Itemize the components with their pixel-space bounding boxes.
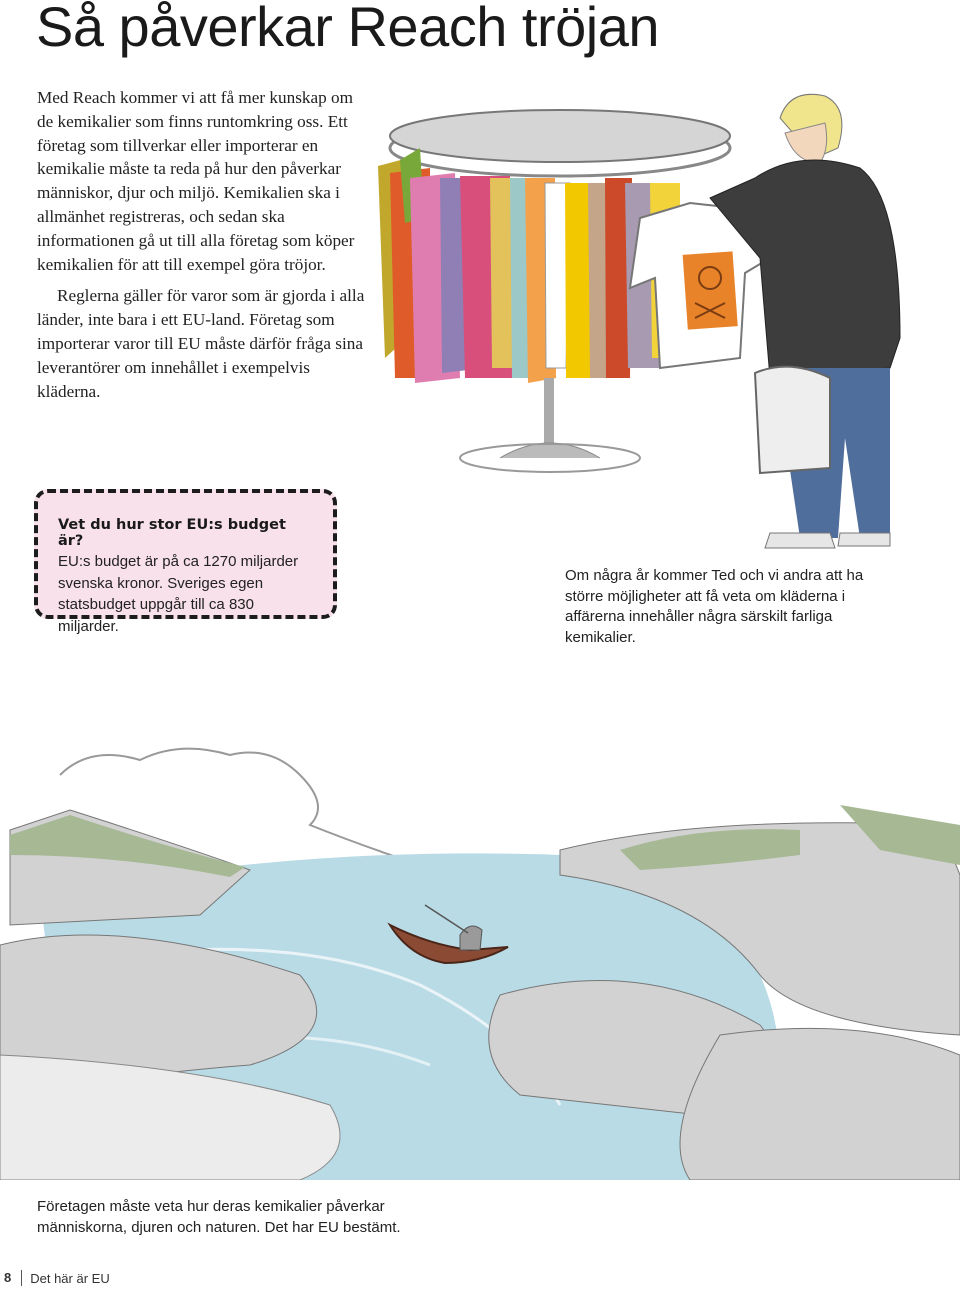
page-footer [4,1270,110,1286]
fact-box [34,489,337,635]
body-text [37,86,369,403]
publication-title: Det här är EU [30,1270,110,1286]
landscape-illustration [0,735,960,1180]
fact-box-heading: Vet du hur stor EU:s budget är? [58,517,286,549]
nature-caption: Företagen måste veta hur deras kemikalier påverkar människorna, djuren och naturen. Det har EU bestämt. [37,1198,401,1236]
body-paragraph-1: Med Reach kommer vi att få mer kunskap om de kemikalier som finns runtomkring oss. Ett företag som tillverkar eller importerar en kemikalie måste ta reda på hur den påverkar människor, djur och miljö. Kemikalien ska i allmänhet registreras, och sedan ska informationen gå ut till alla företag som köper kemikalien för att till exempel göra tröjor. [37,88,355,274]
body-paragraph-2: Reglerna gäller för varor som är gjorda i alla länder, inte bara i ett EU-land. Företag som importerar varor till EU måste därför fråga sina leverantörer om innehållet i exempelvis kläderna. [37,286,365,401]
clothes-caption: Om några år kommer Ted och vi andra att ha större möjligheter att få veta om kläderna i affärerna innehåller några särskilt farliga kemikalier. [565,567,864,646]
page-number: 8 [4,1270,22,1286]
garments [378,148,770,383]
page-title: Så påverkar Reach tröjan [36,0,660,58]
fact-box-text: EU:s budget är på ca 1270 miljarder svenska kronor. Sveriges egen statsbudget uppgår till ca 830 miljarder. [58,553,299,635]
clothes-rack-illustration [360,78,910,558]
